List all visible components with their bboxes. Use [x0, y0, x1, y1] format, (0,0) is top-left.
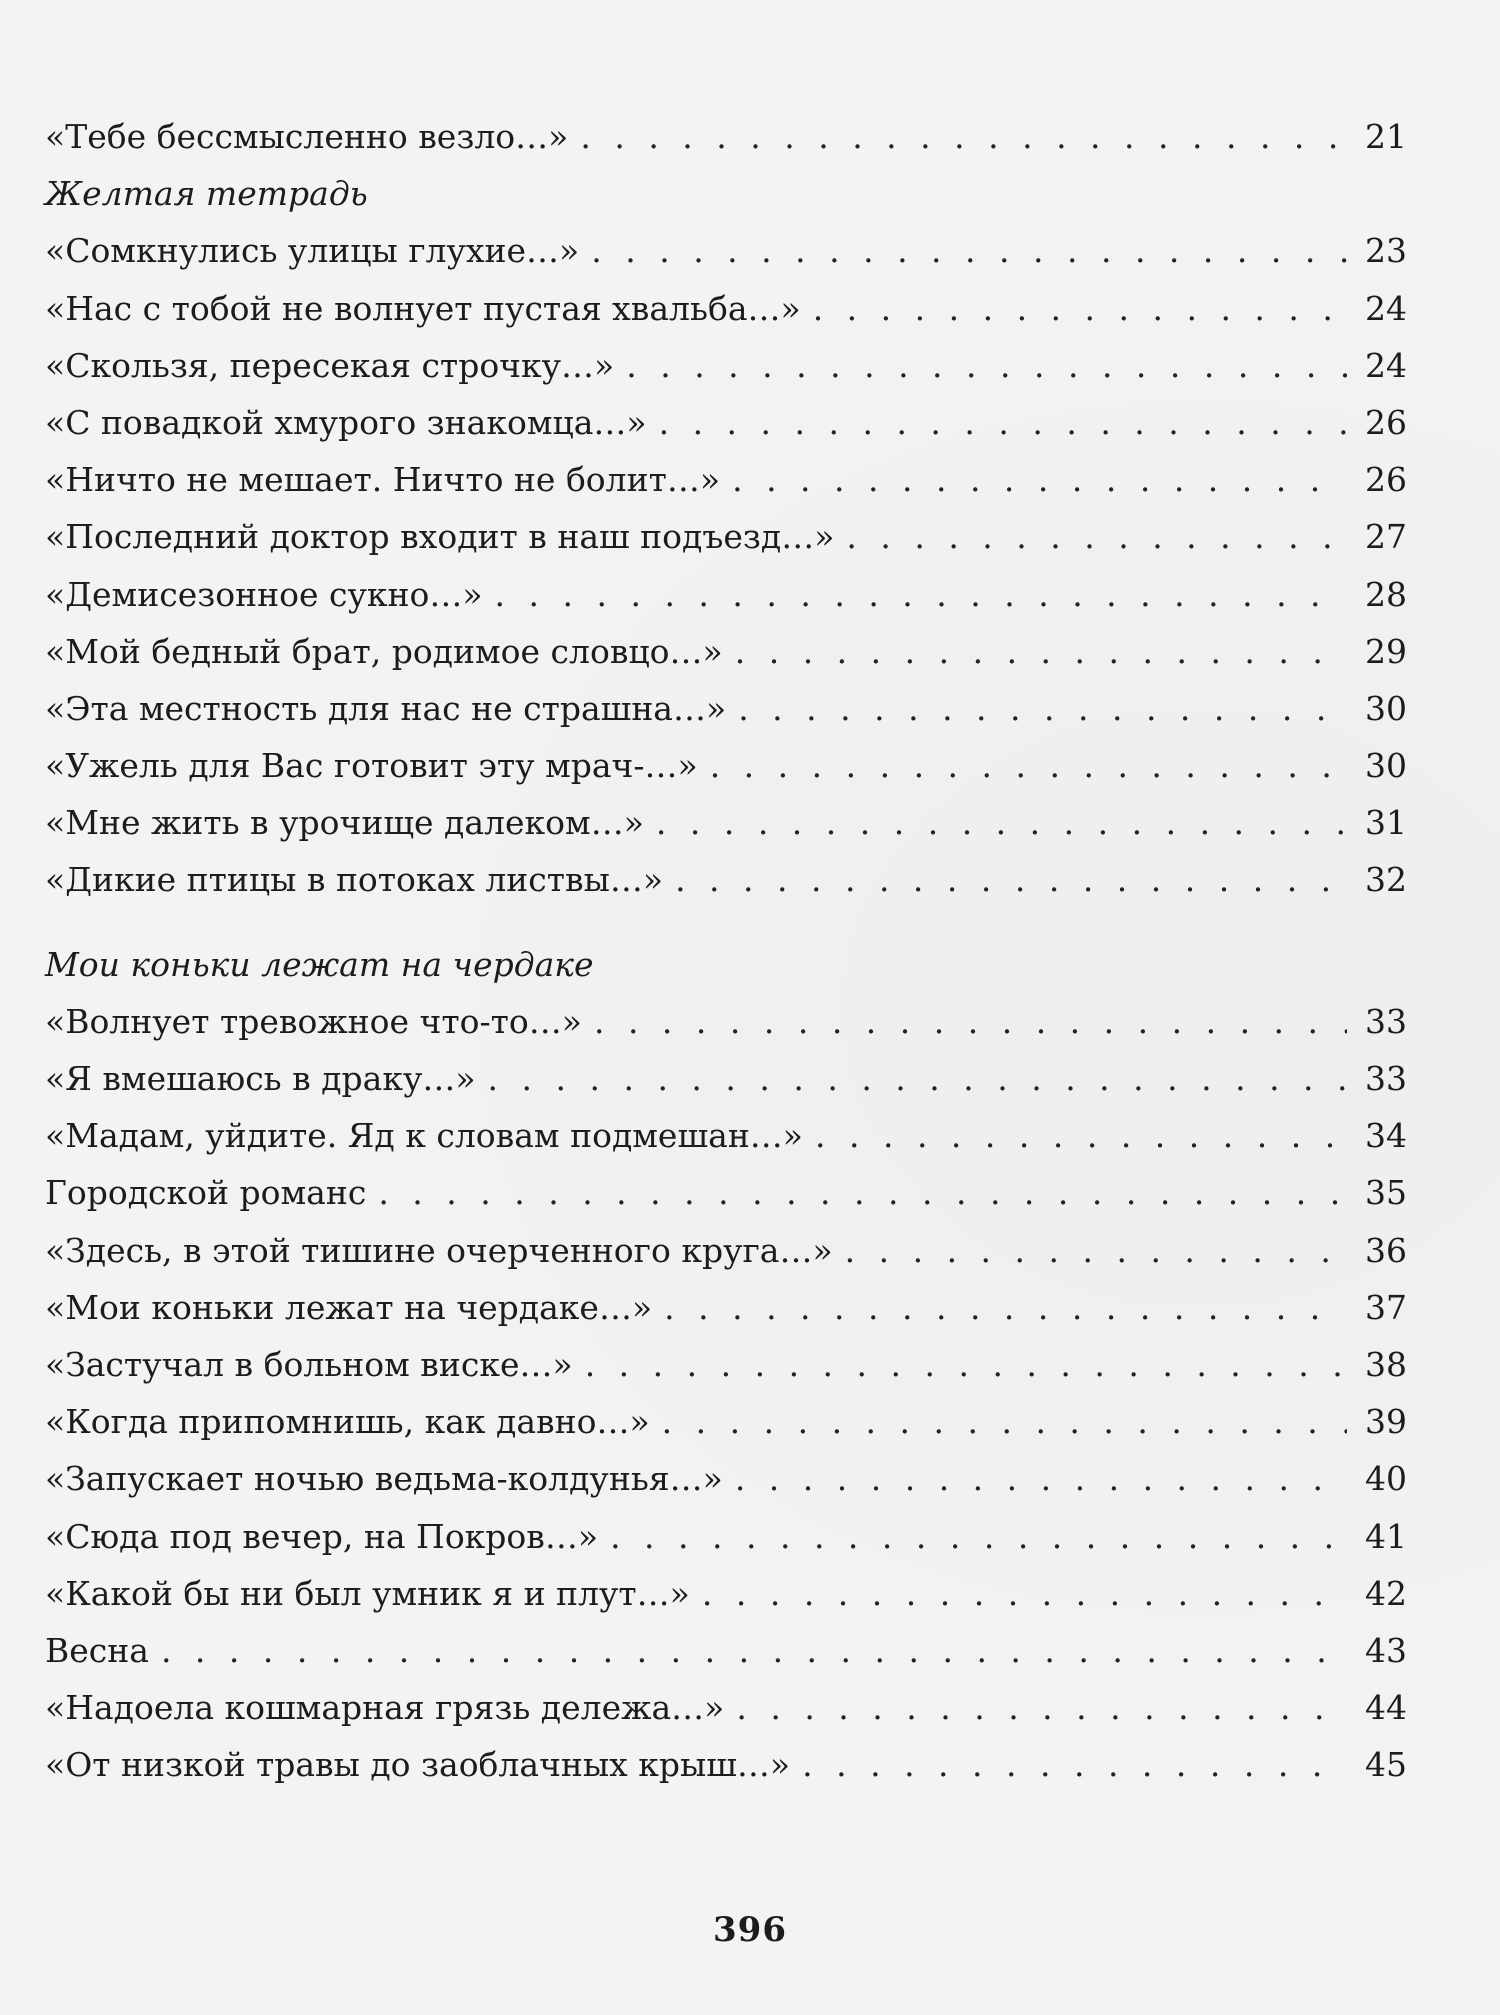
toc-entry	[45, 1336, 1407, 1393]
toc-entry-title: «Когда припомнишь, как давно…»	[45, 1402, 650, 1442]
toc-entry-page: 43	[1365, 1630, 1407, 1670]
dot-leader	[580, 108, 1347, 165]
dot-leader	[161, 1622, 1347, 1679]
toc-entry-page: 39	[1365, 1402, 1407, 1442]
toc-entry-title: «Дикие птицы в потоках листвы…»	[45, 860, 664, 900]
toc-entry	[45, 1164, 1407, 1221]
toc-entry-title: «Ужель для Вас готовит эту мрач-…»	[45, 746, 698, 786]
toc-entry-title: «Я вмешаюсь в драку…»	[45, 1059, 476, 1098]
dot-leader	[626, 337, 1347, 394]
toc-entry-title: Весна	[45, 1630, 149, 1670]
dot-leader	[662, 1393, 1347, 1450]
toc-entry-page: 30	[1365, 746, 1407, 786]
dot-leader	[846, 508, 1347, 565]
dot-leader	[735, 623, 1347, 680]
toc-entry-page: 32	[1365, 860, 1407, 900]
dot-leader	[675, 851, 1347, 908]
toc-entry	[45, 737, 1407, 794]
toc-entry	[45, 794, 1407, 851]
dot-leader	[813, 280, 1347, 337]
dot-leader	[664, 1279, 1347, 1336]
table-of-contents	[45, 108, 1407, 1793]
dot-leader	[845, 1222, 1347, 1279]
dot-leader	[702, 1565, 1347, 1622]
toc-entry-title: «От низкой травы до заоблачных крыш…»	[45, 1745, 791, 1785]
toc-entry-title: «Мне жить в урочище далеком…»	[45, 803, 644, 843]
toc-entry-title: «Мой бедный брат, родимое словцо…»	[45, 631, 723, 671]
dot-leader	[378, 1164, 1347, 1221]
dot-leader	[585, 1336, 1347, 1393]
toc-entry	[45, 1107, 1407, 1164]
toc-entry-page: 44	[1365, 1688, 1407, 1728]
toc-entry	[45, 394, 1407, 451]
toc-entry-page: 24	[1365, 288, 1407, 328]
toc-entry-title: «Мои коньки лежат на чердаке…»	[45, 1287, 653, 1327]
toc-group-intro	[45, 108, 1407, 165]
section-gap	[45, 909, 1407, 936]
toc-entry-title: «Последний доктор входит в наш подъезд…»	[45, 517, 835, 557]
toc-entry-title: «Здесь, в этой тишине очерченного круга…»	[45, 1230, 833, 1270]
toc-entry-page: 34	[1365, 1116, 1407, 1156]
toc-entry	[45, 1393, 1407, 1450]
toc-entry	[45, 222, 1407, 279]
dot-leader	[815, 1107, 1347, 1164]
dot-leader	[659, 394, 1347, 451]
dot-leader	[735, 1450, 1347, 1507]
toc-entry-title: «Надоела кошмарная грязь дележа…»	[45, 1688, 725, 1728]
toc-entry-title: «Демисезонное сукно…»	[45, 574, 483, 614]
dot-leader	[732, 451, 1347, 508]
toc-entry-title: «Сомкнулись улицы глухие…»	[45, 231, 580, 271]
section-heading: Мои коньки лежат на чердаке	[45, 944, 594, 984]
toc-entry-page: 45	[1365, 1745, 1407, 1785]
dot-leader	[488, 1050, 1347, 1107]
toc-entry-title: «Запускает ночью ведьма-колдунья…»	[45, 1459, 723, 1499]
toc-entry-title: Городской романс	[45, 1173, 367, 1213]
toc-entry	[45, 851, 1407, 908]
toc-entry-page: 28	[1365, 574, 1407, 614]
toc-entry	[45, 993, 1407, 1050]
section-heading: Желтая тетрадь	[45, 174, 368, 214]
toc-entry-page: 30	[1365, 688, 1407, 728]
toc-entry	[45, 1450, 1407, 1507]
toc-entry	[45, 1508, 1407, 1565]
toc-entry-page: 23	[1365, 231, 1407, 271]
toc-entry	[45, 280, 1407, 337]
toc-entry-page: 31	[1365, 803, 1407, 843]
toc-entry-title: «Скользя, пересекая строчку…»	[45, 345, 615, 385]
toc-entry	[45, 566, 1407, 623]
dot-leader	[802, 1736, 1347, 1793]
toc-entry-title: «Какой бы ни был умник я и плут…»	[45, 1573, 690, 1613]
toc-entry	[45, 1622, 1407, 1679]
toc-entry-title: «Мадам, уйдите. Яд к словам подмешан…»	[45, 1116, 804, 1156]
dot-leader	[710, 737, 1347, 794]
toc-entry	[45, 1050, 1407, 1107]
toc-entry	[45, 680, 1407, 737]
toc-entry-page: 33	[1365, 1059, 1407, 1098]
toc-entry-page: 37	[1365, 1287, 1407, 1327]
toc-entry-title: «Тебе бессмысленно везло…»	[45, 117, 569, 156]
toc-entry-title: «Застучал в больном виске…»	[45, 1344, 573, 1384]
toc-group-yellow-notebook	[45, 222, 1407, 908]
toc-entry-page: 35	[1365, 1173, 1407, 1213]
toc-entry-page: 42	[1365, 1573, 1407, 1613]
toc-entry-title: «Волнует тревожное что-то…»	[45, 1001, 582, 1041]
toc-entry-title: «Эта местность для нас не страшна…»	[45, 688, 727, 728]
dot-leader	[591, 222, 1347, 279]
toc-entry-page: 36	[1365, 1230, 1407, 1270]
toc-entry-page: 27	[1365, 517, 1407, 557]
toc-entry	[45, 508, 1407, 565]
dot-leader	[610, 1508, 1347, 1565]
toc-entry-page: 41	[1365, 1516, 1407, 1556]
toc-entry-page: 26	[1365, 402, 1407, 442]
toc-entry-page: 40	[1365, 1459, 1407, 1499]
dot-leader	[736, 1679, 1347, 1736]
dot-leader	[594, 993, 1347, 1050]
dot-leader	[738, 680, 1347, 737]
toc-entry-page: 29	[1365, 631, 1407, 671]
toc-entry	[45, 623, 1407, 680]
toc-entry	[45, 451, 1407, 508]
toc-entry	[45, 1679, 1407, 1736]
toc-entry-page: 26	[1365, 460, 1407, 500]
toc-entry-title: «Ничто не мешает. Ничто не болит…»	[45, 460, 721, 500]
toc-entry-title: «Сюда под вечер, на Покров…»	[45, 1516, 599, 1556]
toc-group-skates	[45, 993, 1407, 1794]
toc-entry-page: 21	[1365, 117, 1407, 156]
toc-entry-title: «Нас с тобой не волнует пустая хвальба…»	[45, 288, 801, 328]
toc-entry-page: 24	[1365, 345, 1407, 385]
dot-leader	[656, 794, 1347, 851]
toc-entry	[45, 1279, 1407, 1336]
toc-entry-page: 33	[1365, 1001, 1407, 1041]
toc-entry	[45, 1565, 1407, 1622]
toc-entry	[45, 1222, 1407, 1279]
toc-entry	[45, 1736, 1407, 1793]
toc-entry-title: «С повадкой хмурого знакомца…»	[45, 402, 647, 442]
toc-entry	[45, 337, 1407, 394]
toc-entry-page: 38	[1365, 1344, 1407, 1384]
toc-entry	[45, 108, 1407, 165]
dot-leader	[495, 566, 1347, 623]
page-number: 396	[713, 1910, 787, 1950]
